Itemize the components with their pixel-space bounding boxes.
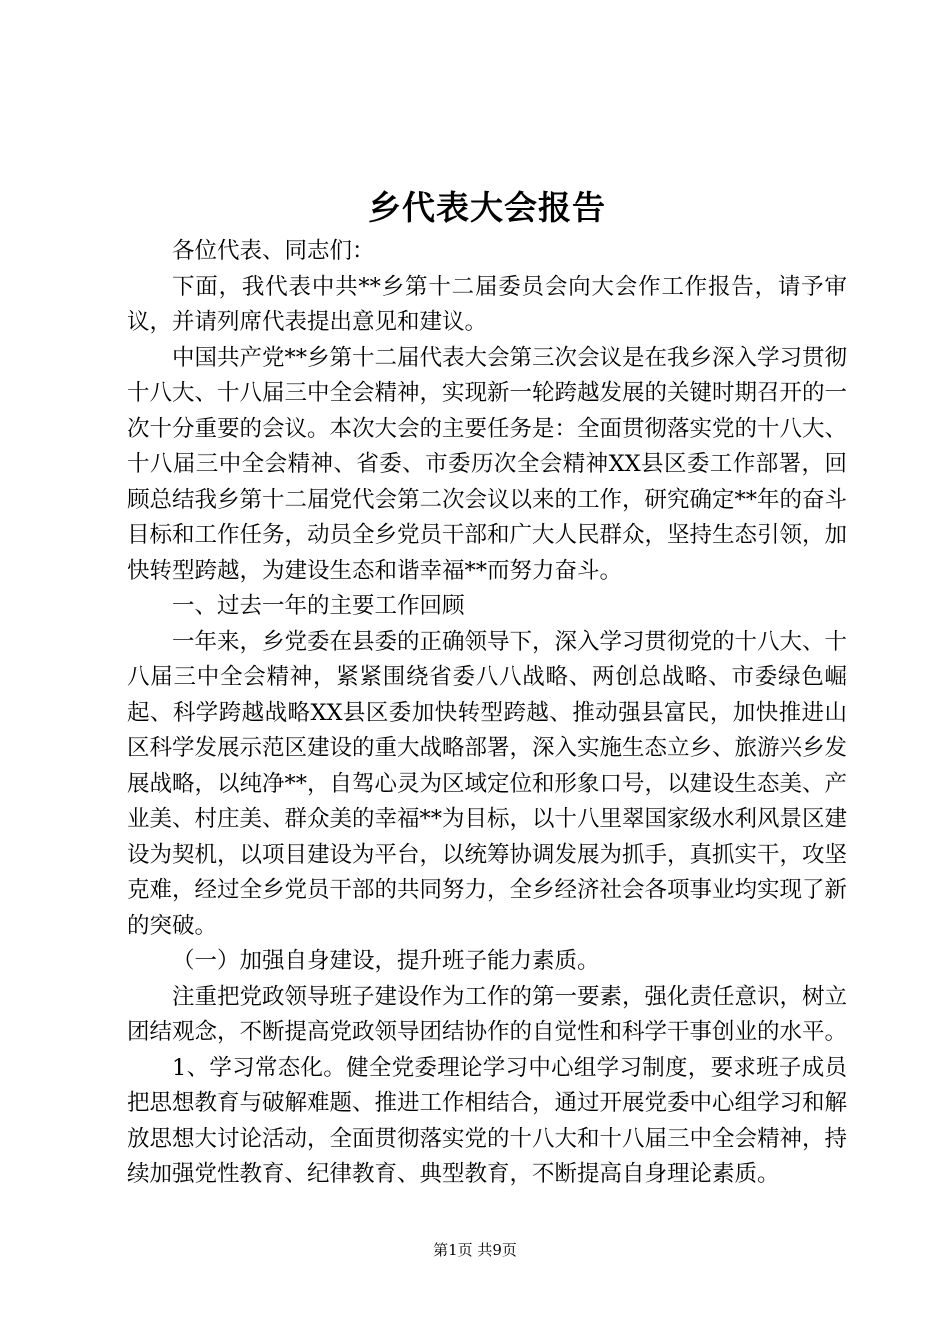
- page-footer: 第1页 共9页: [433, 1241, 517, 1259]
- body-paragraph: 一年来，乡党委在县委的正确领导下，深入学习贯彻党的十八大、十八届三中全会精神，紧紧围绕省委八八战略、两创总战略、市委绿色崛起、科学跨越战略XX县区委加快转型跨越、推动强县富民，加快推进山区科学发展示范区建设的重大战略部署，深入实施生态立乡、旅游兴乡发展战略，以纯净**，自驾心灵为区域定位和形象口号，以建设生态美、产业美、村庄美、群众美的幸福**为目标，以十八里翠国家级水利风景区建设为契机，以项目建设为平台，以统筹协调发展为抓手，真抓实干，攻坚克难，经过全乡党员干部的共同努力，全乡经济社会各项事业均实现了新的突破。: [127, 628, 848, 939]
- document-body: [127, 234, 847, 1193]
- body-paragraph: 1、学习常态化。健全党委理论学习中心组学习制度，要求班子成员把思想教育与破解难题、推进工作相结合，通过开展党委中心组学习和解放思想大讨论活动，全面贯彻落实党的十八大和十八届三中全会精神，持续加强党性教育、纪律教育、典型教育，不断提高自身理论素质。: [127, 1054, 848, 1187]
- body-paragraph: 注重把党政领导班子建设作为工作的第一要素，强化责任意识，树立团结观念，不断提高党政领导团结协作的自觉性和科学干事创业的水平。: [127, 983, 848, 1045]
- subsection-heading: （一）加强自身建设，提升班子能力素质。: [172, 948, 600, 974]
- salutation-paragraph: 各位代表、同志们：: [172, 238, 375, 264]
- section-heading: 一、过去一年的主要工作回顾: [172, 593, 465, 619]
- document-title: 乡代表大会报告: [368, 188, 606, 227]
- document-page: [127, 0, 847, 1344]
- body-paragraph: 下面，我代表中共**乡第十二届委员会向大会作工作报告，请予审议，并请列席代表提出意见和建议。: [127, 273, 847, 335]
- body-paragraph: 中国共产党**乡第十二届代表大会第三次会议是在我乡深入学习贯彻十八大、十八届三中全会精神，实现新一轮跨越发展的关键时期召开的一次十分重要的会议。本次大会的主要任务是：全面贯彻落实党的十八大、十八届三中全会精神、省委、市委历次全会精神XX县区委工作部署，回顾总结我乡第十二届党代会第二次会议以来的工作，研究确定**年的奋斗目标和工作任务，动员全乡党员干部和广大人民群众，坚持生态引领，加快转型跨越，为建设生态和谐幸福**而努力奋斗。: [127, 344, 848, 584]
